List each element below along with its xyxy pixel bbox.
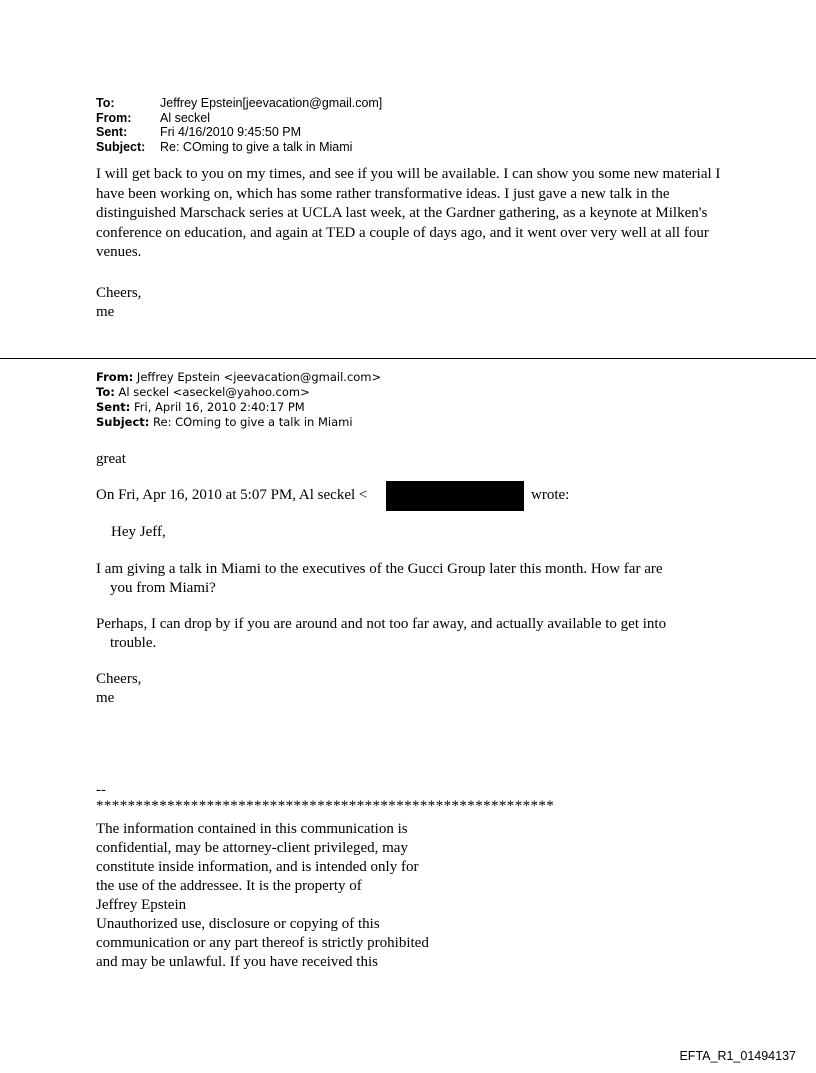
quoted-to-value: Al seckel <aseckel@yahoo.com> — [114, 385, 310, 399]
subject-value: Re: COming to give a talk in Miami — [160, 139, 353, 154]
separator-line — [0, 358, 816, 359]
email-body-text: I will get back to you on my times, and see if you will be available. I can show you some new material I have been working on, which has some rather transformative ideas. I just gave a new talk in the distinguished Marschack series at UCLA last week, at the Gardner gathering, as a keynote at Milken's conference on education, and again at TED a couple of days ago, and it went over very well at all four venues. — [96, 166, 721, 260]
disclaimer-line: constitute inside information, and is intended only for — [96, 859, 419, 875]
sent-row — [96, 125, 382, 140]
quoted-paragraph-2-line-2: trouble. — [110, 635, 157, 651]
sent-label: Sent: — [96, 125, 128, 139]
quoted-subject-label: Subject: — [96, 415, 150, 429]
disclaimer-line: the use of the addressee. It is the property of — [96, 878, 362, 894]
to-value: Jeffrey Epstein[jeevacation@gmail.com] — [160, 96, 383, 110]
disclaimer-line: Jeffrey Epstein — [96, 897, 187, 913]
quoted-to-row — [96, 385, 381, 400]
quoted-to-label: To: — [96, 385, 115, 399]
greeting-text: Hey Jeff, — [111, 524, 166, 540]
from-row — [96, 111, 382, 126]
quoted-sent-row — [96, 400, 381, 415]
quoted-header — [96, 370, 381, 430]
signature-dashes: -- — [96, 782, 106, 798]
quoted-subject-value: Re: COming to give a talk in Miami — [149, 415, 353, 429]
quoted-paragraph-1-line-1: I am giving a talk in Miami to the executives of the Gucci Group later this month. How far are — [96, 561, 663, 577]
reply-text: great — [96, 451, 126, 467]
quoted-closing: Cheers, — [96, 671, 142, 687]
quoted-paragraph-1 — [96, 560, 716, 598]
disclaimer-line: and may be unlawful. If you have received this — [96, 954, 378, 970]
to-label: To: — [96, 96, 115, 110]
redaction-box — [386, 481, 524, 511]
email-header — [96, 96, 382, 154]
from-label: From: — [96, 110, 132, 125]
quoted-subject-row — [96, 415, 381, 430]
to-row — [96, 96, 382, 111]
subject-row — [96, 140, 382, 155]
quoted-paragraph-1-line-2: you from Miami? — [110, 580, 216, 596]
subject-label: Subject: — [96, 139, 146, 154]
document-id: EFTA_R1_01494137 — [679, 1049, 796, 1063]
asterisk-divider: ********************************************************** — [96, 798, 555, 814]
disclaimer-line: confidential, may be attorney-client privileged, may — [96, 840, 408, 856]
quote-intro-left: On Fri, Apr 16, 2010 at 5:07 PM, Al seckel < — [96, 487, 368, 503]
quote-intro-right: wrote: — [531, 487, 570, 503]
disclaimer-line: The information contained in this communication is — [96, 821, 408, 837]
quoted-sent-label: Sent: — [96, 400, 131, 414]
signature-text: me — [96, 304, 115, 320]
disclaimer-line: communication or any part thereof is strictly prohibited — [96, 935, 429, 951]
quoted-signature: me — [96, 690, 115, 706]
confidentiality-notice — [96, 820, 429, 972]
quoted-paragraph-2 — [96, 615, 716, 653]
sent-value: Fri 4/16/2010 9:45:50 PM — [160, 125, 302, 139]
quoted-from-label: From: — [96, 370, 134, 384]
disclaimer-line: Unauthorized use, disclosure or copying of this — [96, 916, 380, 932]
quoted-from-value: Jeffrey Epstein <jeevacation@gmail.com> — [133, 370, 382, 384]
closing-text: Cheers, — [96, 285, 142, 301]
from-value: Al seckel — [160, 110, 211, 125]
quoted-from-row — [96, 370, 381, 385]
quoted-sent-value: Fri, April 16, 2010 2:40:17 PM — [130, 400, 305, 414]
quoted-paragraph-2-line-1: Perhaps, I can drop by if you are around and not too far away, and actually available to get into — [96, 616, 667, 632]
email-body — [96, 165, 736, 263]
email-signoff — [96, 284, 141, 322]
